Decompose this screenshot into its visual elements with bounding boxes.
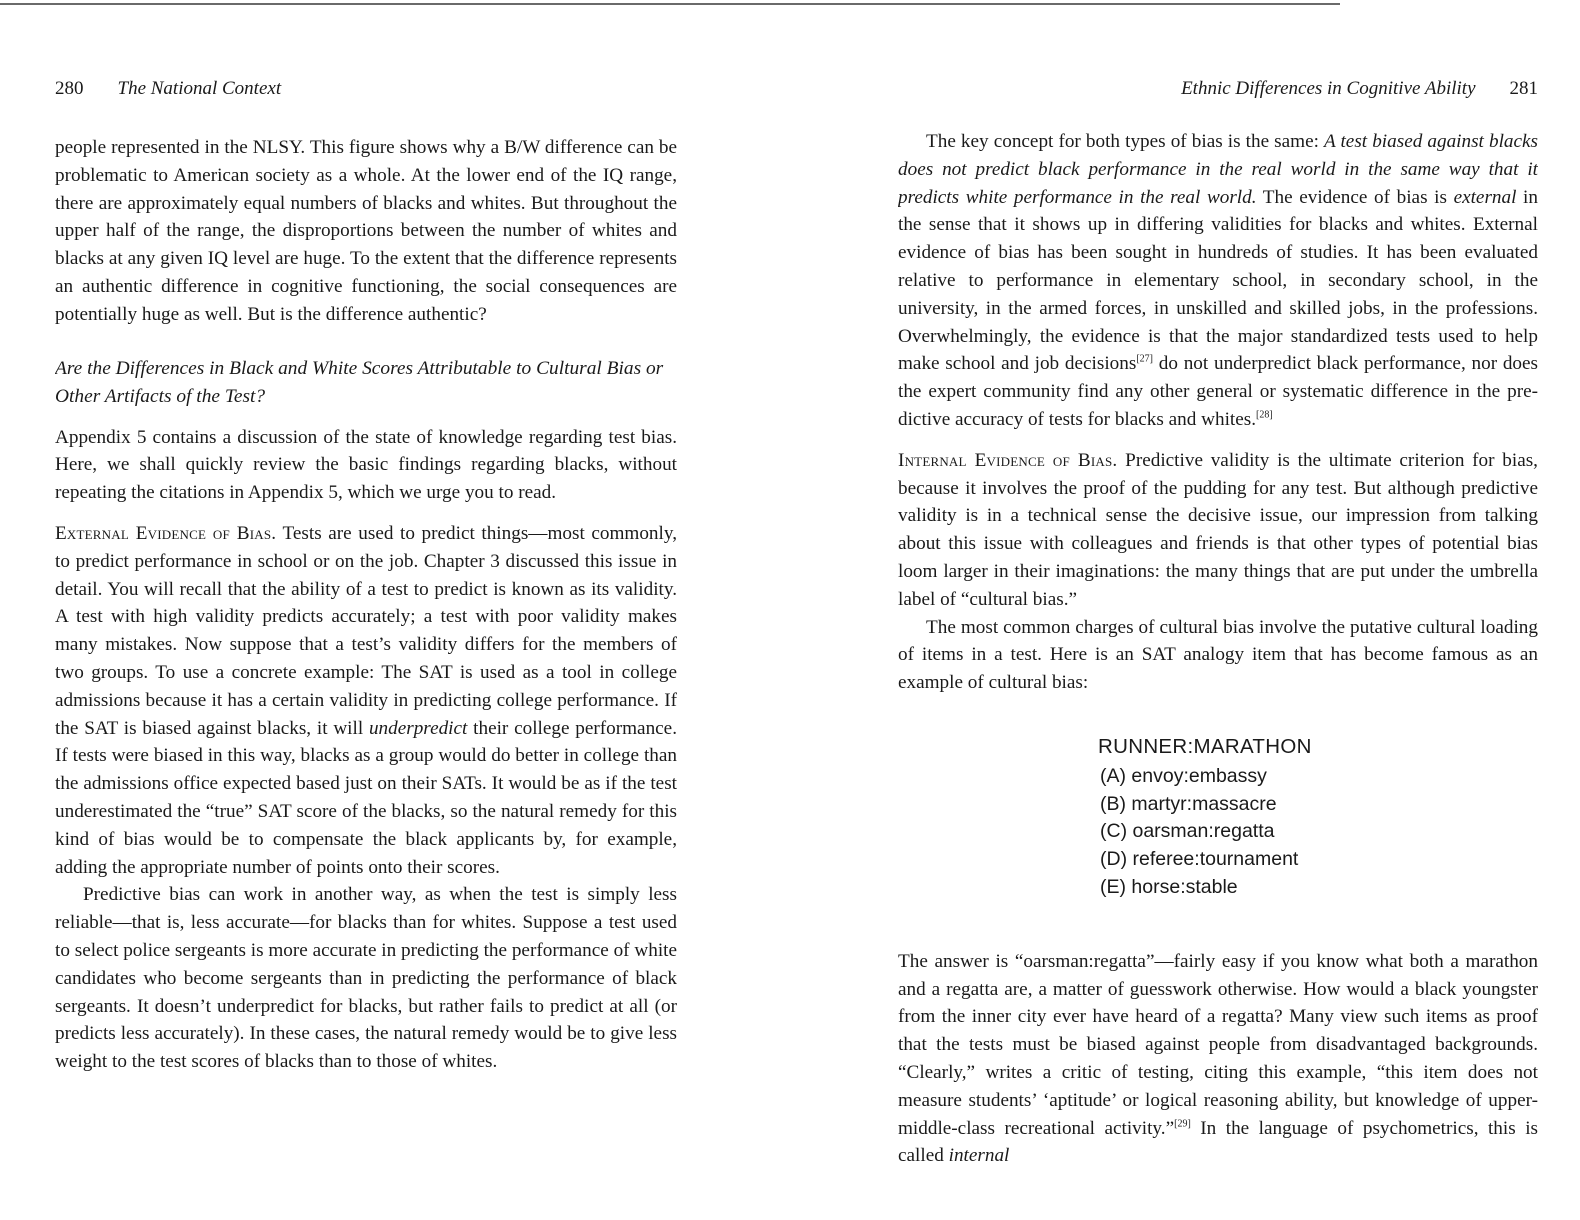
footnote-ref: [27] [1136,353,1153,365]
running-title: The National Context [117,78,282,99]
running-title: Ethnic Differences in Cognitive Ability [1181,78,1476,99]
sat-analogy-item [1098,733,1538,902]
paragraph-answer [898,948,1538,1170]
paragraph-intro: people represented in the NLSY. This figure shows why a B/W difference can be problematic to American society as a whole. At the lower end of the IQ range, there are approximately equal numbers of blacks and whites. But throughout the upper half of the range, the disproportions between the number of whites and blacks at any given IQ level are huge. To the extent that the difference represents an authentic difference in cognitive functioning, the social consequences are potentially huge as well. But is the difference authentic? [55,137,677,325]
footnote-ref: [29] [1174,1118,1191,1130]
left-text-block [55,134,677,1076]
text-run: in the sense that it shows up in differing validities for blacks and whites. External evidence of bias has been sought in hundreds of studies. It has been evaluated relative to performance in elementary school, in secondary school, in the university, in the armed forces, in unskilled and skilled jobs, in the professions. Overwhelmingly, the evidence is that the major standardized tests used to help make school and job decisions [898,186,1538,375]
text-run: The evidence of bias is [1256,186,1454,208]
left-running-head [55,78,677,104]
left-page [55,0,677,1220]
text-run: The key concept for both types of bias is the same: [926,131,1325,152]
text-run: The answer is “oarsman:regatta”—fairly easy if you know what both a marathon and a regatta are, a matter of guesswork otherwise. How would a black youngster from the inner city ever have heard of a regatta? Many view such items as proof that the tests must be biased against people from disadvantaged backgrounds. “Clearly,” writes a critic of testing, citing this example, “this item does not measure students’ ‘aptitude’ or logical reasoning ability, but knowledge of upper-middle-class recreational activity.” [898,950,1538,1139]
italic-run: internal [948,1145,1010,1167]
section-subheading: Are the Differences in Black and White Scores Attributable to Cultural Bias or Other Artifacts of the Test? [55,357,664,407]
analogy-option: (E) horse:stable [1100,875,1238,898]
page-number: 280 [55,78,84,99]
text-run: do not underpredict black performance, nor does the expert community find any other general or systematic difference in the predictive accuracy of tests for blacks and whites. [898,353,1538,430]
page-number: 281 [1509,78,1538,99]
footnote-ref: [28] [1256,409,1273,421]
right-text-block [898,128,1538,1170]
text-run: In the language of psychometrics, this is called [898,1117,1538,1167]
analogy-option: (B) martyr:massacre [1100,792,1277,815]
text-run: Predictive validity is the ultimate criterion for bias, because it involves the proof of the pudding for any test. But although predictive validity is in a technical sense the decisive issue, our impression from talking about this issue with colleagues and friends is that other types of potential bias loom larger in their imaginations: the many things that are put under the umbrella label of “cultural bias.” [898,449,1538,610]
run-in-heading-internal: Internal Evidence of Bias. [898,449,1118,471]
right-running-head [898,78,1538,104]
paragraph-appendix: Appendix 5 contains a discussion of the state of knowledge regarding test bias. Here, we shall quickly review the basic findings regarding blacks, without repeating the citations in Appendix 5, which we urge you to read. [55,426,677,504]
paragraph-predictive-bias: Predictive bias can work in another way, as when the test is simply less reliable—that is, less accurate—for blacks than for whites. Suppose a test used to select police sergeants is more accurate in predicting the performance of white candidates who become sergeants than in predicting the performance of black sergeants. It doesn’t underpredict for blacks, but rather fails to predict at all (or predicts less accurately). In these cases, the natural remedy would be to give less weight to the test scores of blacks than to those of whites. [55,884,677,1073]
right-page [898,0,1538,1220]
text-run: Tests are used to predict things—most commonly, to predict performance in school or on the job. Chapter 3 discussed this issue in detail. You will recall that the ability of a test to predict is known as its validity. A test with high validity predicts accurately; a test with poor validity makes many mistakes. Now suppose that a test’s validity differs for the members of two groups. To use a concrete example: The SAT is used as a tool in college admissions because it has a certain validity in predicting college performance. If the SAT is biased against blacks, it will [55,522,677,739]
analogy-option: (A) envoy:embassy [1100,764,1267,787]
analogy-option: (C) oarsman:regatta [1100,820,1275,843]
analogy-option: (D) referee:tournament [1100,848,1299,871]
run-in-heading-external: External Evidence of Bias. [55,522,277,544]
italic-run: external [1453,186,1517,208]
paragraph-external-evidence [55,520,677,881]
paragraph-common-charges: The most common charges of cultural bias involve the putative cultural loading of items in a test. Here is an SAT analogy item that has become famous as an example of cultural bias: [898,616,1538,694]
italic-run: underpredict [368,717,468,739]
paragraph-key-concept [898,128,1538,434]
paragraph-internal-evidence [898,447,1538,614]
analogy-stem: RUNNER:MARATHON [1098,734,1312,758]
italic-run: A test biased against blacks does not predict black performance in the real world in the same way that it predicts white performance in the real world. [898,131,1538,208]
text-run: their college performance. If tests were biased in this way, blacks as a group would do better in college than the admissions office expected based just on their SATs. It would be as if the test underestimated the “true” SAT score of the blacks, so the natural remedy for this kind of bias would be to compensate the black applicants by, for example, adding the appropriate number of points onto their scores. [55,717,677,878]
